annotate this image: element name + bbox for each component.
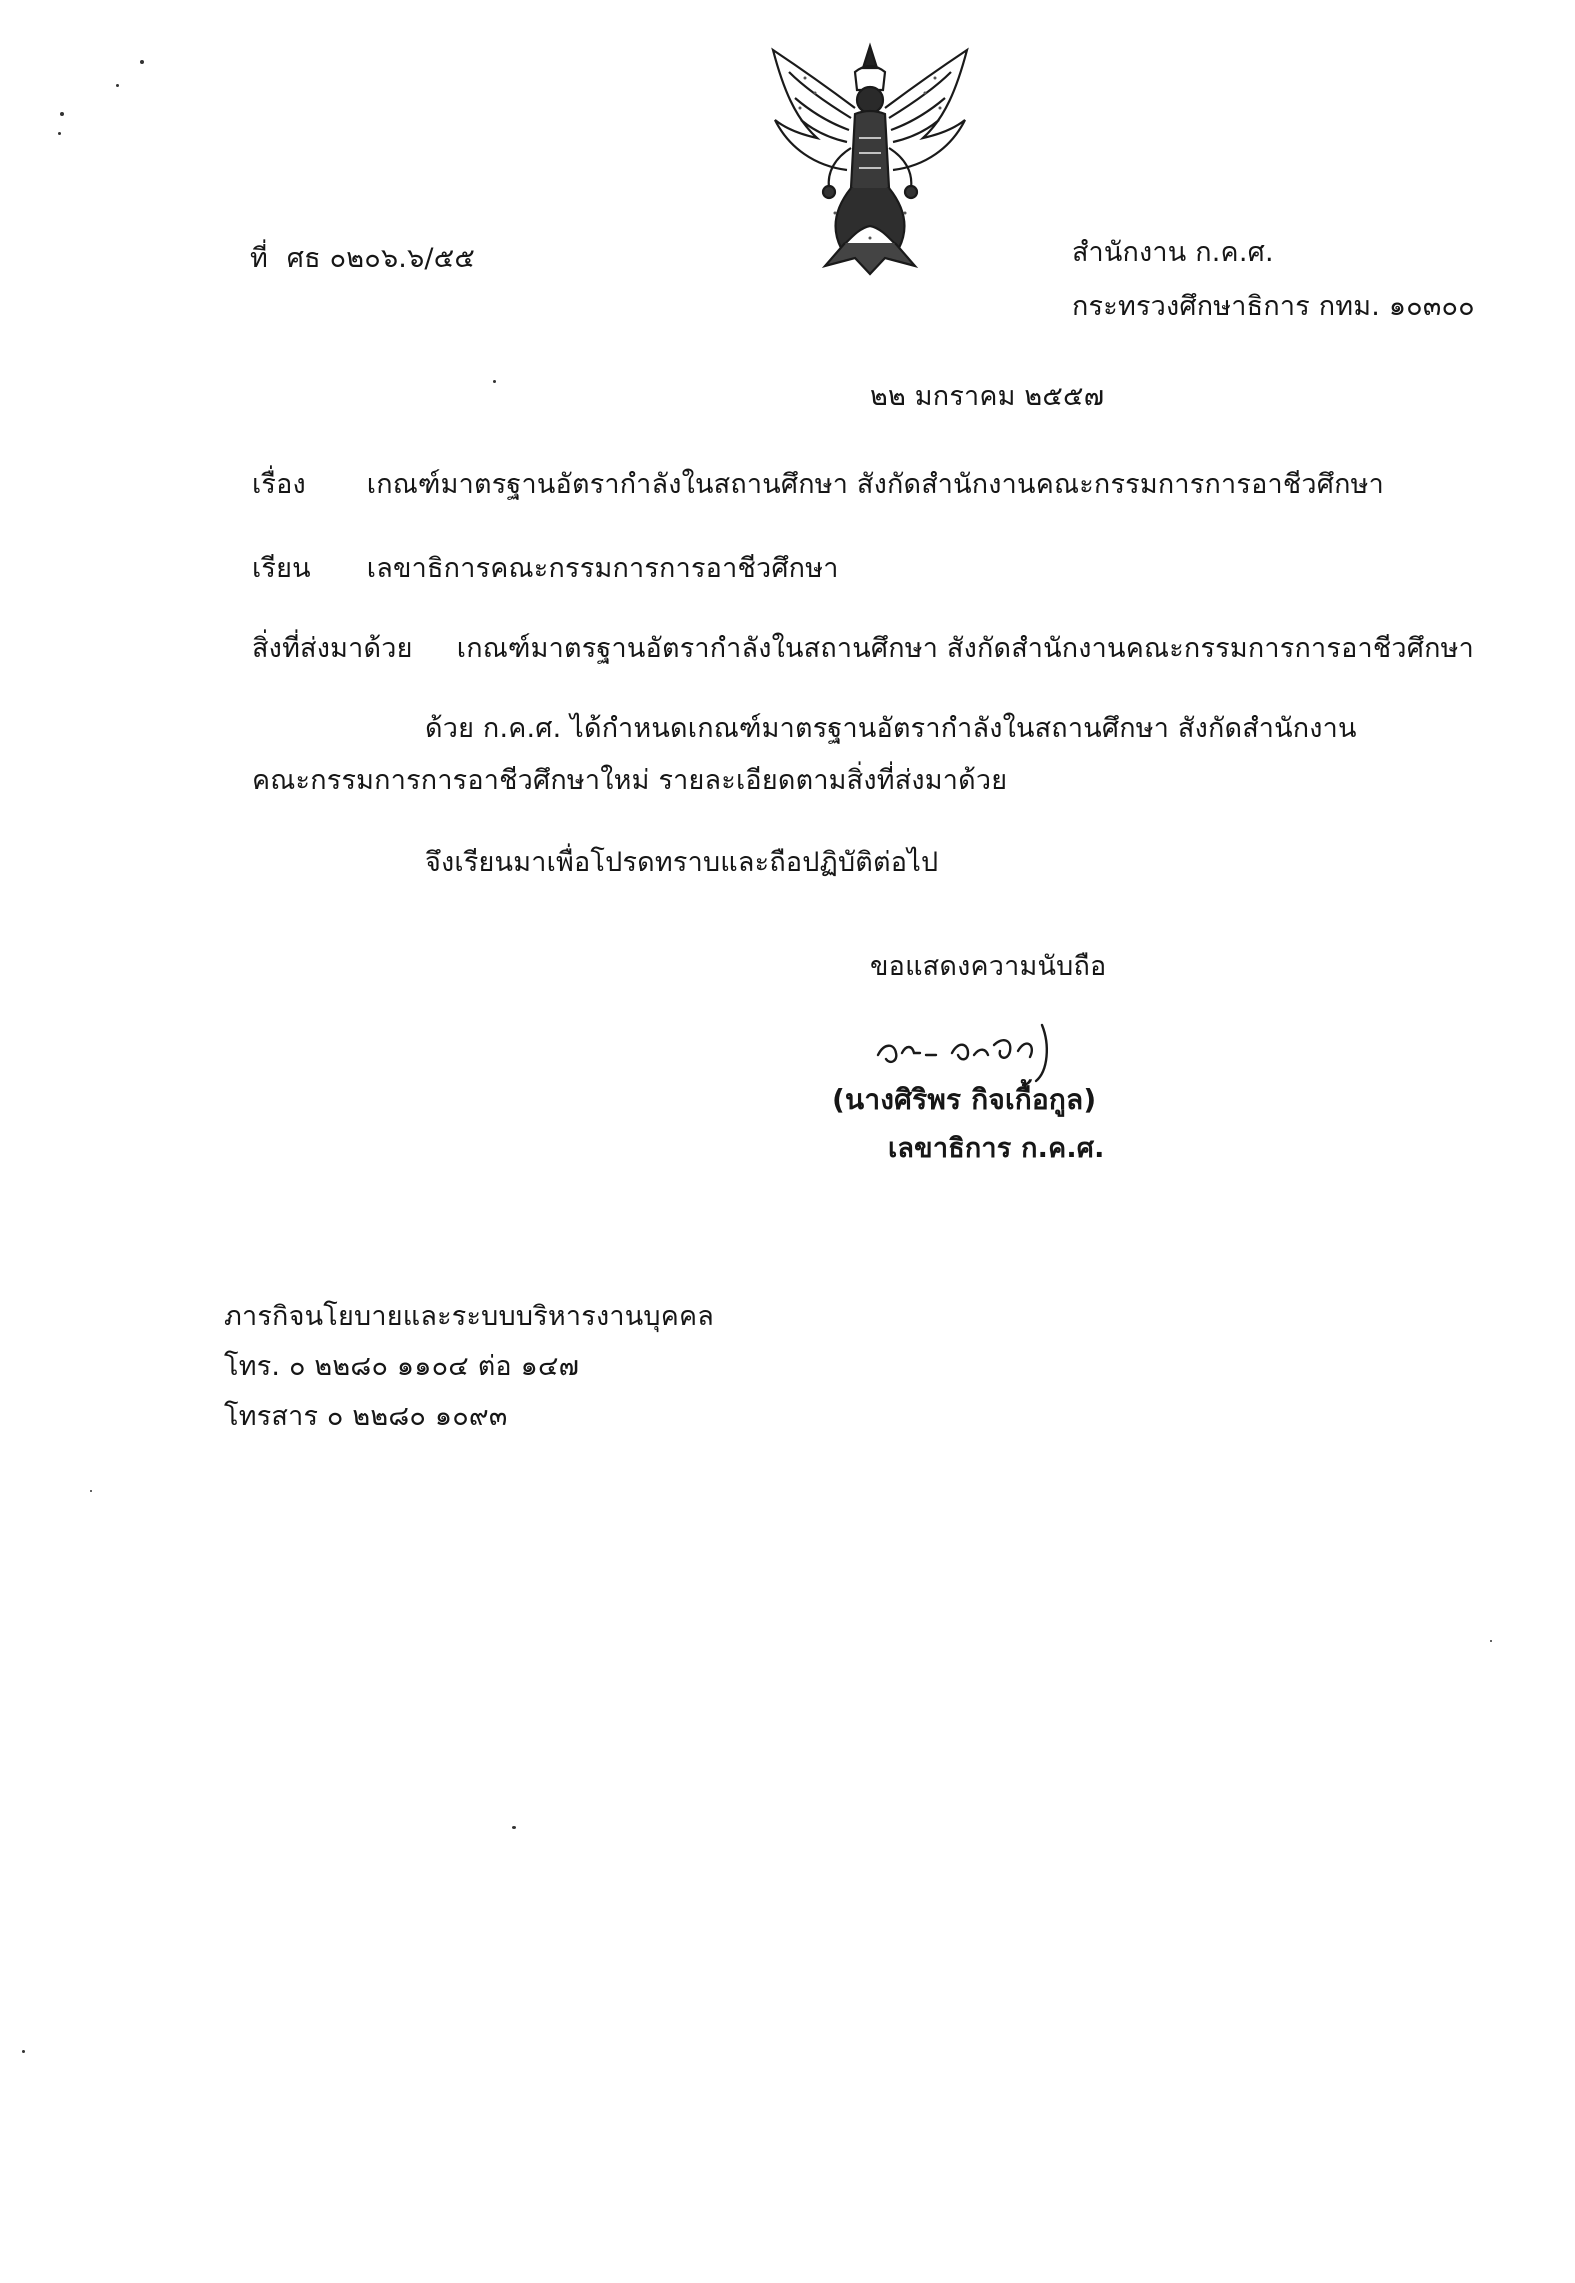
enclosure-label: สิ่งที่ส่งมาด้วย: [252, 633, 413, 664]
signer-name: (นางศิริพร กิจเกื้อกูล): [832, 1083, 1097, 1116]
recipient-text: เลขาธิการคณะกรรมการการอาชีวศึกษา: [366, 553, 839, 584]
scan-speck: [1490, 1640, 1492, 1642]
subject-text: เกณฑ์มาตรฐานอัตรากำลังในสถานศึกษา สังกัดสำนักงานคณะกรรมการการอาชีวศึกษา: [366, 469, 1384, 500]
handwritten-signature: [872, 1015, 1112, 1085]
recipient-label: เรียน: [252, 553, 311, 584]
scan-speck: [512, 1826, 516, 1829]
office-address: กระทรวงศึกษาธิการ กทม. ๑๐๓๐๐: [1072, 291, 1475, 322]
scan-speck: [493, 380, 496, 383]
enclosure-text: เกณฑ์มาตรฐานอัตรากำลังในสถานศึกษา สังกัดสำนักงานคณะกรรมการการอาชีวศึกษา: [456, 633, 1474, 664]
reference-label: ที่: [250, 243, 268, 274]
scan-speck: [58, 132, 61, 135]
body-paragraph-1-line-1: ด้วย ก.ค.ศ. ได้กำหนดเกณฑ์มาตรฐานอัตรากำลังในสถานศึกษา สังกัดสำนักงาน: [425, 713, 1357, 744]
scan-speck: [90, 1490, 92, 1492]
reference-number: ศธ ๐๒๐๖.๖/๕๕: [286, 243, 475, 274]
recipient-line: [252, 552, 839, 586]
scan-speck: [22, 2050, 25, 2053]
footer-department: ภารกิจนโยบายและระบบบริหารงานบุคคล: [224, 1301, 714, 1332]
closing-regards: ขอแสดงความนับถือ: [870, 951, 1107, 982]
body-paragraph-1-line-2: คณะกรรมการการอาชีวศึกษาใหม่ รายละเอียดตามสิ่งที่ส่งมาด้วย: [252, 765, 1008, 796]
scan-speck: [116, 84, 119, 87]
signer-title: เลขาธิการ ก.ค.ศ.: [888, 1133, 1105, 1164]
letter-date: ๒๒ มกราคม ๒๕๕๗: [870, 381, 1105, 412]
garuda-emblem-icon: [755, 38, 985, 278]
footer-phone: โทร. ๐ ๒๒๘๐ ๑๑๐๔ ต่อ ๑๔๗: [224, 1351, 580, 1382]
subject-label: เรื่อง: [252, 469, 306, 500]
scan-speck: [60, 112, 64, 116]
enclosure-line: [252, 632, 1474, 666]
body-paragraph-2: จึงเรียนมาเพื่อโปรดทราบและถือปฏิบัติต่อไป: [425, 847, 939, 878]
subject-line: [252, 468, 1384, 502]
footer-fax: โทรสาร ๐ ๒๒๘๐ ๑๐๙๓: [224, 1401, 508, 1432]
office-name: สำนักงาน ก.ค.ศ.: [1072, 237, 1274, 268]
scan-speck: [140, 60, 144, 64]
reference-line: [250, 242, 475, 276]
